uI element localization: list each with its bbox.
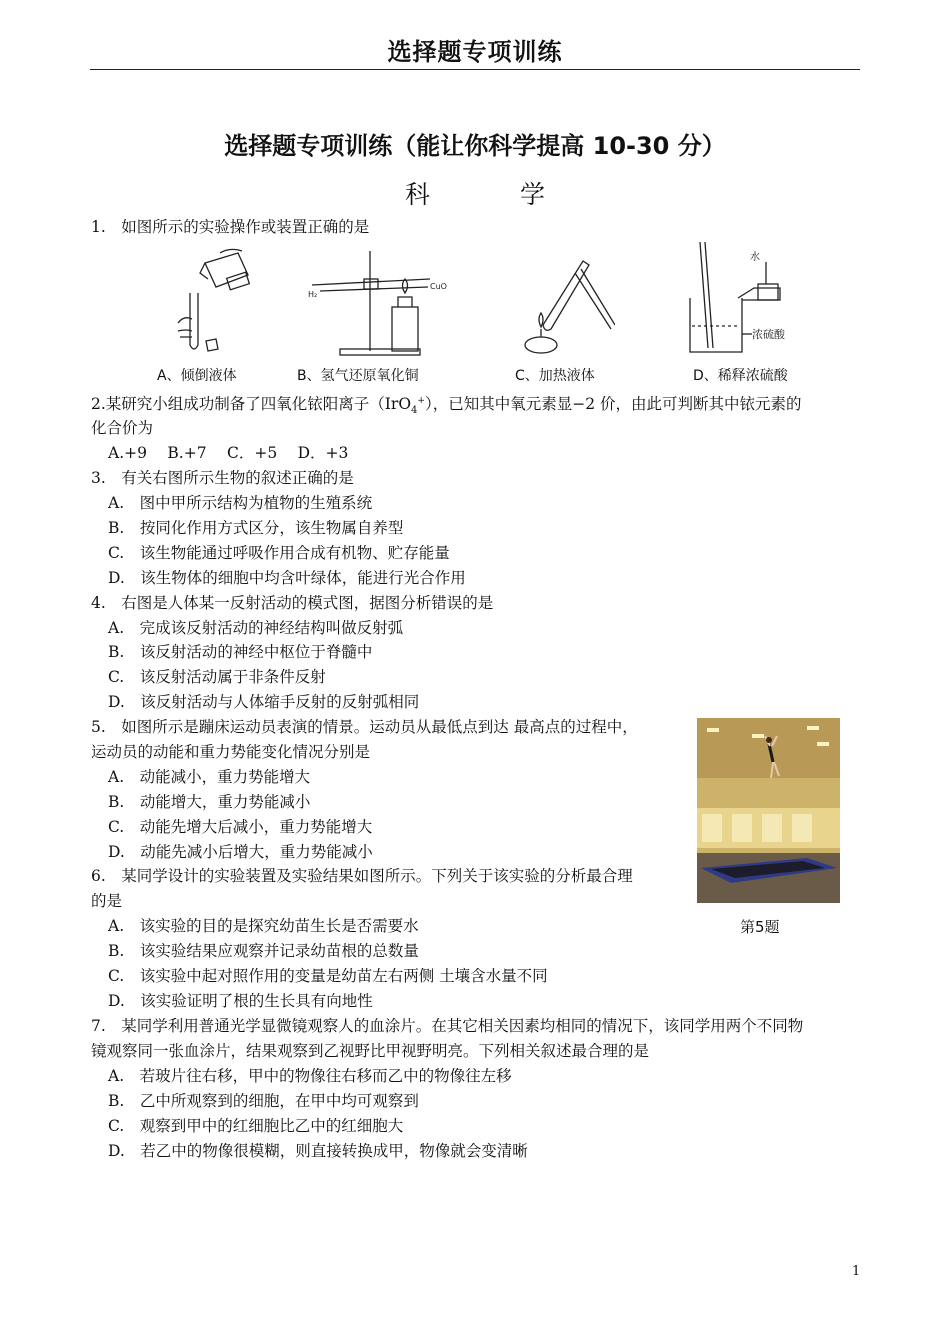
subject-char-2: 学 [520, 180, 546, 209]
figure-heat-liquid [505, 245, 615, 360]
running-header: 选择题专项训练 [387, 38, 563, 66]
subject-heading [0, 175, 950, 211]
figure-dilute-acid [680, 240, 810, 360]
svg-text:浓硫酸: 浓硫酸 [752, 328, 785, 341]
q6-stem-line2: 的是 [91, 892, 123, 910]
figure-hydrogen-reduce-cuo [300, 245, 455, 360]
q7-option-b: B. 乙中所观察到的细胞，在甲中均可观察到 [108, 1092, 419, 1110]
trampoline-photo [697, 718, 840, 903]
header-rule [90, 69, 860, 70]
q3-option-b: B. 按同化作用方式区分，该生物属自养型 [108, 519, 404, 537]
q3-option-c: C. 该生物能通过呼吸作用合成有机物、贮存能量 [108, 544, 450, 562]
figure-caption-a: A、倾倒液体 [157, 368, 237, 384]
q5-option-d: D. 动能先减小后增大，重力势能减小 [108, 843, 373, 861]
q5-option-c: C. 动能先增大后减小，重力势能增大 [108, 818, 373, 836]
figure-caption-b: B、氢气还原氧化铜 [297, 368, 419, 384]
q7-option-c: C. 观察到甲中的红细胞比乙中的红细胞大 [108, 1117, 404, 1135]
q3-option-d: D. 该生物体的细胞中均含叶绿体，能进行光合作用 [108, 569, 466, 587]
q4-option-b: B. 该反射活动的神经中枢位于脊髓中 [108, 643, 373, 661]
q3-stem: 3. 有关右图所示生物的叙述正确的是 [91, 469, 354, 487]
q6-option-a: A. 该实验的目的是探究幼苗生长是否需要水 [108, 917, 419, 935]
q4-option-d: D. 该反射活动与人体缩手反射的反射弧相同 [108, 693, 420, 711]
figure-pour-liquid [150, 245, 260, 360]
svg-text:H₂: H₂ [308, 290, 318, 299]
q6-option-b: B. 该实验结果应观察并记录幼苗根的总数量 [108, 942, 419, 960]
page-number: 1 [852, 1264, 861, 1279]
q7-stem-line2: 镜观察同一张血涂片，结果观察到乙视野比甲视野明亮。下列相关叙述最合理的是 [91, 1042, 650, 1060]
q3-option-a: A. 图中甲所示结构为植物的生殖系统 [108, 494, 373, 512]
q7-option-d: D. 若乙中的物像很模糊，则直接转换成甲，物像就会变清晰 [108, 1142, 528, 1160]
q5-option-a: A. 动能减小，重力势能增大 [108, 768, 311, 786]
q5-figure-caption: 第5题 [740, 918, 780, 936]
q5-option-b: B. 动能增大，重力势能减小 [108, 793, 311, 811]
q5-stem: 5. 如图所示是蹦床运动员表演的情景。运动员从最低点到达 最高点的过程中， [91, 718, 638, 736]
document-title: 选择题专项训练（能让你科学提高 10-30 分） [224, 132, 726, 160]
subject-char-1: 科 [404, 180, 430, 209]
q4-option-a: A. 完成该反射活动的神经结构叫做反射弧 [108, 619, 404, 637]
svg-text:CuO: CuO [430, 282, 447, 291]
q6-stem: 6. 某同学设计的实验装置及实验结果如图所示。下列关于该实验的分析最合理 [91, 867, 633, 885]
svg-text:水: 水 [750, 252, 760, 263]
q4-option-c: C. 该反射活动属于非条件反射 [108, 668, 326, 686]
figure-caption-c: C、加热液体 [515, 368, 595, 384]
q4-stem: 4. 右图是人体某一反射活动的模式图，据图分析错误的是 [91, 594, 494, 612]
q2-stem: 2.某研究小组成功制备了四氧化铱阳离子（IrO$_4$+），已知其中氧元素显−2 价，由此可判断其中铱元素的 [91, 395, 802, 416]
figure-caption-d: D、稀释浓硫酸 [693, 368, 788, 384]
q2-options: A.+9 B.+7 C．+5 D．+3 [108, 444, 349, 462]
q1-stem: 1. 如图所示的实验操作或装置正确的是 [91, 218, 370, 236]
q7-option-a: A. 若玻片往右移，甲中的物像往右移而乙中的物像往左移 [108, 1067, 512, 1085]
q7-stem: 7. 某同学利用普通光学显微镜观察人的血涂片。在其它相关因素均相同的情况下，该同学用两个不同物 [91, 1017, 804, 1035]
q6-option-d: D. 该实验证明了根的生长具有向地性 [108, 992, 373, 1010]
q6-option-c: C. 该实验中起对照作用的变量是幼苗左右两侧 土壤含水量不同 [108, 967, 548, 985]
q5-stem-line2: 运动员的动能和重力势能变化情况分别是 [91, 743, 371, 761]
q2-stem-line2: 化合价为 [91, 419, 154, 437]
